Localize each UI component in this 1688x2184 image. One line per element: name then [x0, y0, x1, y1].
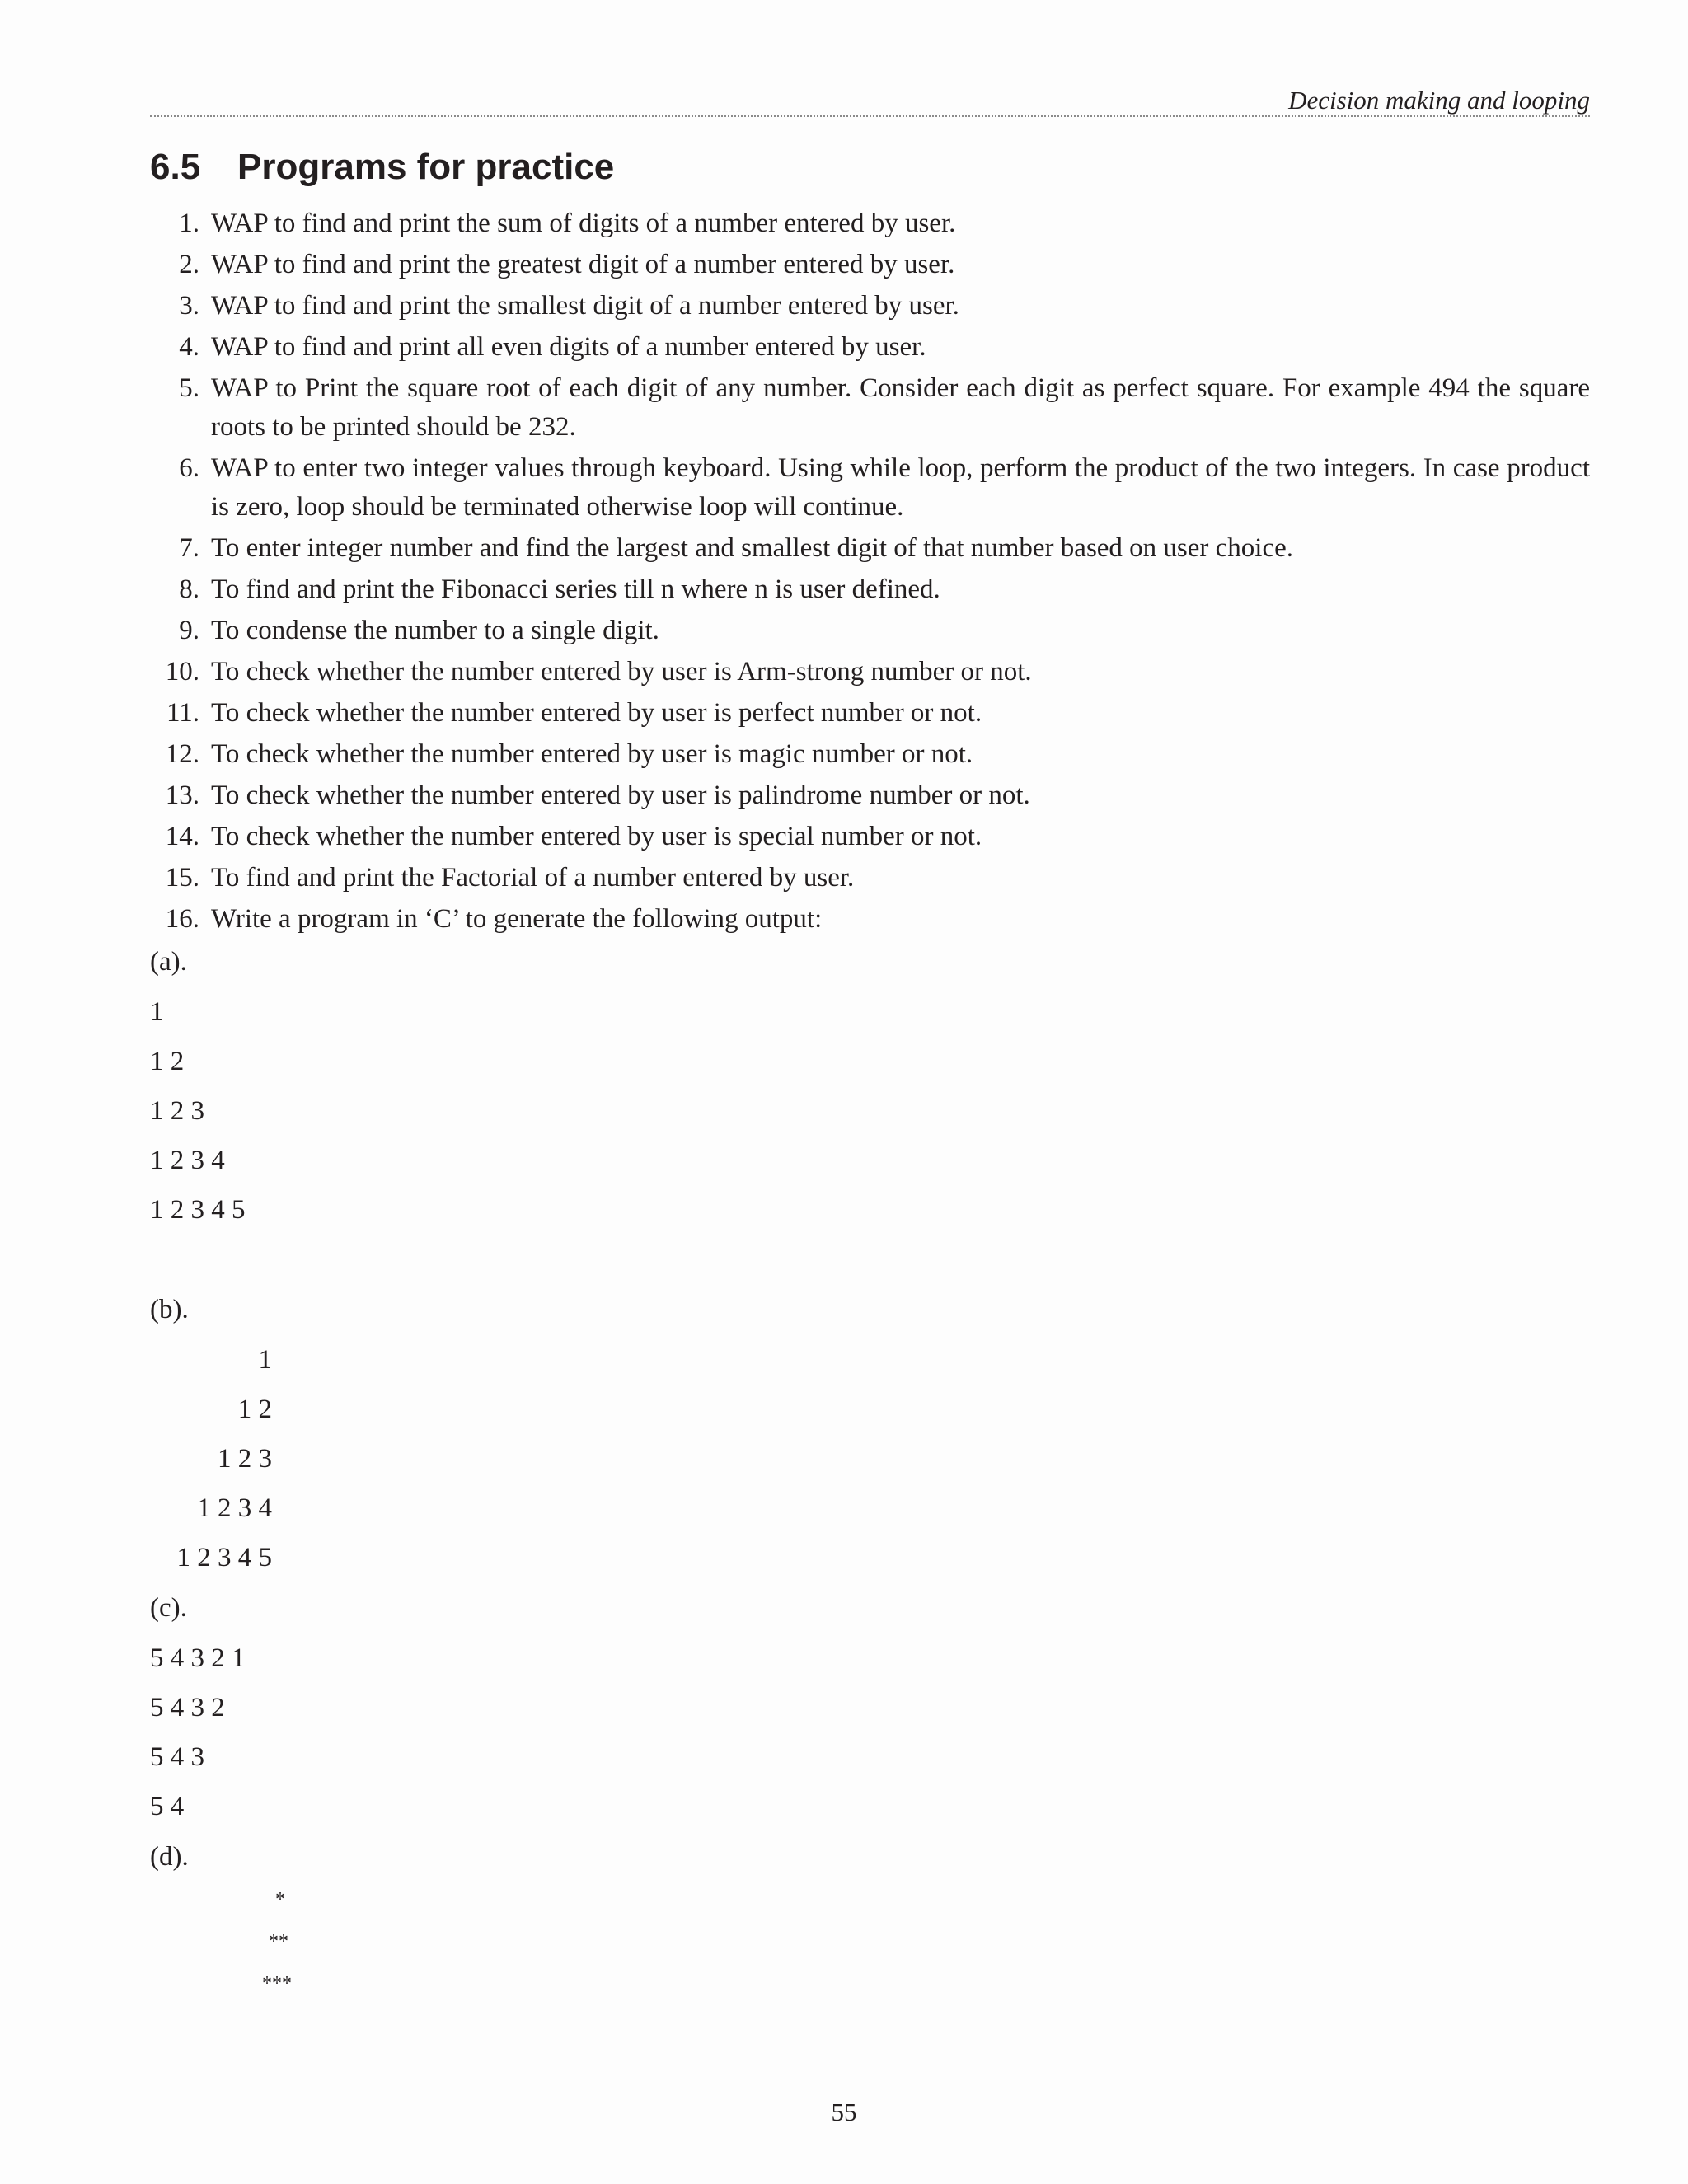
list-item-text: WAP to enter two integer values through keyboard. Using while loop, perform the product of the two integers. In case product is zero, loop should be terminated otherwise loop will continue. — [211, 453, 1590, 522]
pattern-c-row: 5 4 3 2 — [150, 1693, 225, 1722]
pattern-b-row: 1 2 3 — [218, 1444, 272, 1474]
list-item-text: WAP to find and print all even digits of a number entered by user. — [211, 332, 926, 362]
list-item-text: To check whether the number entered by user is special number or not. — [211, 822, 982, 851]
list-item-text: WAP to find and print the sum of digits of a number entered by user. — [211, 209, 956, 238]
pattern-d-row: ** — [269, 1931, 288, 1952]
list-item-number: 10. — [165, 657, 199, 687]
list-item-text: Write a program in ‘C’ to generate the following output: — [211, 904, 823, 934]
list-item — [150, 287, 1590, 326]
pattern-b-row: 1 — [258, 1345, 272, 1375]
section-heading — [150, 147, 614, 188]
list-item — [150, 328, 1590, 367]
list-item-number: 16. — [165, 904, 199, 934]
pattern-b-row: 1 2 3 4 — [197, 1493, 272, 1523]
list-item-number: 7. — [179, 533, 199, 563]
list-item — [150, 246, 1590, 284]
pattern-b-row: 1 2 3 4 5 — [176, 1543, 272, 1572]
pattern-b-row: 1 2 — [237, 1394, 272, 1424]
list-item-number: 2. — [179, 250, 199, 279]
pattern-c-row: 5 4 — [150, 1792, 185, 1821]
list-item — [150, 612, 1590, 650]
list-item-text: To check whether the number entered by user is Arm-strong number or not. — [211, 657, 1032, 687]
pattern-a-row: 1 2 — [150, 1047, 185, 1076]
list-item-text: To find and print the Fibonacci series till n where n is user defined. — [211, 574, 940, 604]
list-item — [150, 735, 1590, 774]
list-item-text: To check whether the number entered by user is magic number or not. — [211, 739, 973, 769]
list-item-number: 8. — [179, 574, 199, 604]
list-item — [150, 694, 1590, 733]
list-item-text: WAP to find and print the smallest digit of a number entered by user. — [211, 291, 959, 321]
section-title: Programs for practice — [237, 147, 615, 187]
list-item — [150, 776, 1590, 815]
practice-task-list — [150, 204, 1590, 941]
list-item — [150, 859, 1590, 898]
list-item-number: 14. — [165, 822, 199, 851]
header-divider — [150, 115, 1590, 117]
list-item-number: 15. — [165, 863, 199, 893]
list-item-text: To check whether the number entered by user is perfect number or not. — [211, 698, 982, 728]
list-item — [150, 818, 1590, 856]
list-item-number: 11. — [166, 698, 199, 728]
list-item — [150, 529, 1590, 568]
list-item-number: 4. — [179, 332, 199, 362]
list-item — [150, 900, 1590, 939]
pattern-a-label: (a). — [150, 947, 187, 977]
list-item-text: To find and print the Factorial of a number entered by user. — [211, 863, 855, 893]
list-item-text: To enter integer number and find the largest and smallest digit of that number based on user choice. — [211, 533, 1294, 563]
pattern-d-row: * — [275, 1889, 285, 1910]
pattern-d-label: (d). — [150, 1842, 189, 1872]
list-item-text: WAP to find and print the greatest digit of a number entered by user. — [211, 250, 955, 279]
pattern-a-row: 1 2 3 4 5 — [150, 1195, 246, 1225]
pattern-a-row: 1 2 3 4 — [150, 1146, 225, 1175]
list-item — [150, 570, 1590, 609]
pattern-b-label: (b). — [150, 1295, 189, 1324]
list-item-number: 1. — [179, 209, 199, 238]
list-item-number: 13. — [165, 780, 199, 810]
pattern-c-row: 5 4 3 — [150, 1742, 204, 1772]
list-item-number: 3. — [179, 291, 199, 321]
list-item-text: To check whether the number entered by user is palindrome number or not. — [211, 780, 1030, 810]
list-item — [150, 204, 1590, 243]
running-header: Decision making and looping — [1288, 86, 1590, 115]
list-item — [150, 653, 1590, 691]
list-item-number: 5. — [179, 373, 199, 403]
pattern-c-row: 5 4 3 2 1 — [150, 1643, 246, 1673]
list-item — [150, 449, 1590, 527]
pattern-a-row: 1 2 3 — [150, 1096, 204, 1126]
list-item-number: 12. — [165, 739, 199, 769]
list-item-text: WAP to Print the square root of each digit of any number. Consider each digit as perfect square. For example 494 the square roots to be printed should be 232. — [211, 373, 1590, 442]
pattern-d-row: *** — [262, 1973, 292, 1994]
list-item-text: To condense the number to a single digit. — [211, 616, 659, 645]
page-number: 55 — [831, 2097, 857, 2126]
pattern-a-row: 1 — [150, 997, 164, 1027]
list-item — [150, 369, 1590, 447]
list-item-number: 6. — [179, 453, 199, 483]
section-number: 6.5 — [150, 147, 201, 187]
pattern-c-label: (c). — [150, 1593, 187, 1623]
list-item-number: 9. — [179, 616, 199, 645]
